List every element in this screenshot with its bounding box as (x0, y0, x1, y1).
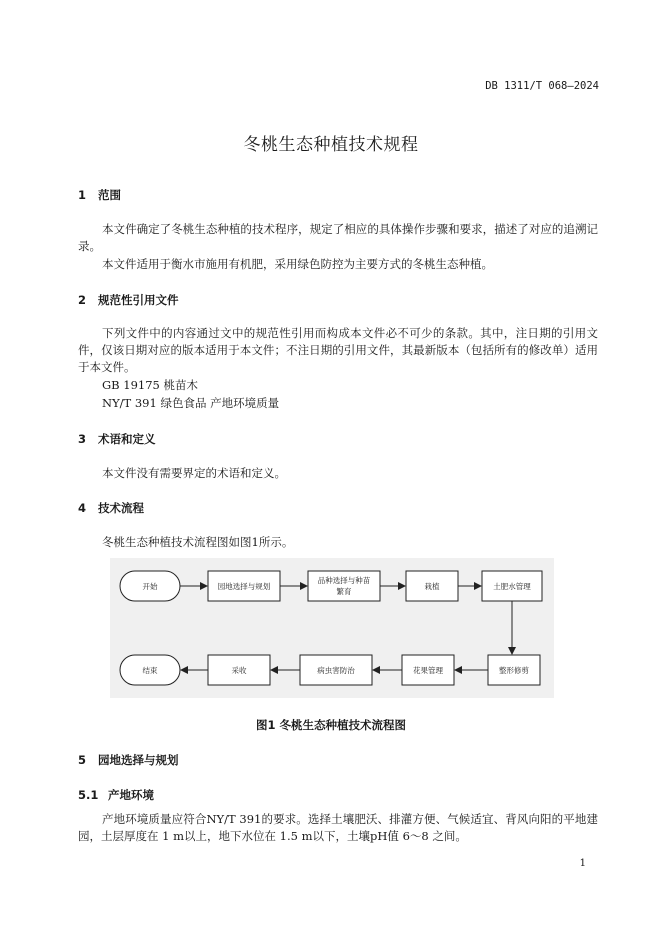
section-title: 规范性引用文件 (98, 293, 179, 307)
section-title: 技术流程 (98, 501, 144, 515)
section-number: 1 (78, 188, 87, 202)
pruning-label: 整形修剪 (499, 666, 529, 675)
subsection-5-1-paragraph: 产地环境质量应符合NY/T 391的要求。选择土壤肥沃、排灌方便、气候适宜、背风向阳的平地建园，土层厚度在 1 m以上，地下水位在 1.5 m以下，土壤pH值 6～8 之间。 (78, 812, 598, 843)
subsection-5-1-heading (78, 787, 154, 803)
flower-fruit-label: 花果管理 (413, 666, 443, 675)
section-title: 园地选择与规划 (98, 753, 179, 767)
section-1-paragraph-1: 本文件确定了冬桃生态种植的技术程序，规定了相应的具体操作步骤和要求，描述了对应的追溯记录。 (78, 222, 598, 253)
figure-caption: 图1 冬桃生态种植技术流程图 (255, 718, 406, 732)
page-number: 1 (579, 858, 586, 869)
subsection-title: 产地环境 (108, 788, 154, 802)
section-number: 2 (78, 293, 87, 307)
section-1-paragraph-2: 本文件适用于衡水市施用有机肥，采用绿色防控为主要方式的冬桃生态种植。 (102, 257, 493, 271)
variety-selection-label-line-2: 繁育 (336, 587, 352, 596)
planting-label: 栽植 (424, 582, 440, 591)
section-2-heading (78, 292, 179, 308)
section-5-heading (78, 752, 179, 768)
section-number: 4 (78, 501, 87, 515)
section-number: 5 (78, 753, 87, 767)
section-3-heading (78, 431, 156, 447)
end-label: 结束 (142, 666, 158, 675)
section-1-heading (78, 187, 121, 203)
flowchart (110, 558, 554, 698)
subsection-number: 5.1 (78, 788, 99, 802)
section-3-paragraph: 本文件没有需要界定的术语和定义。 (102, 466, 286, 480)
site-selection-label: 园地选择与规划 (217, 582, 271, 591)
harvest-label: 采收 (231, 666, 247, 675)
page-title: 冬桃生态种植技术规程 (243, 135, 419, 155)
reference-gb-19175: GB 19175 桃苗木 (102, 378, 199, 392)
section-4-heading (78, 500, 144, 516)
start-label: 开始 (142, 582, 158, 591)
document-code: DB 1311/T 068—2024 (485, 80, 599, 92)
section-title: 术语和定义 (98, 432, 156, 446)
variety-selection-label-line-1: 品种选择与种苗 (317, 576, 371, 585)
pest-control-label: 病虫害防治 (317, 666, 355, 675)
reference-nyt-391: NY/T 391 绿色食品 产地环境质量 (102, 396, 280, 410)
section-number: 3 (78, 432, 87, 446)
soil-management-label: 土肥水管理 (493, 582, 531, 591)
section-4-paragraph: 冬桃生态种植技术流程图如图1所示。 (102, 535, 294, 549)
section-2-paragraph: 下列文件中的内容通过文中的规范性引用而构成本文件必不可少的条款。其中，注日期的引用文件，仅该日期对应的版本适用于本文件；不注日期的引用文件，其最新版本（包括所有的修改单）适用于本文件。 (78, 326, 598, 374)
section-title: 范围 (98, 188, 121, 202)
flowchart-svg (110, 558, 554, 698)
